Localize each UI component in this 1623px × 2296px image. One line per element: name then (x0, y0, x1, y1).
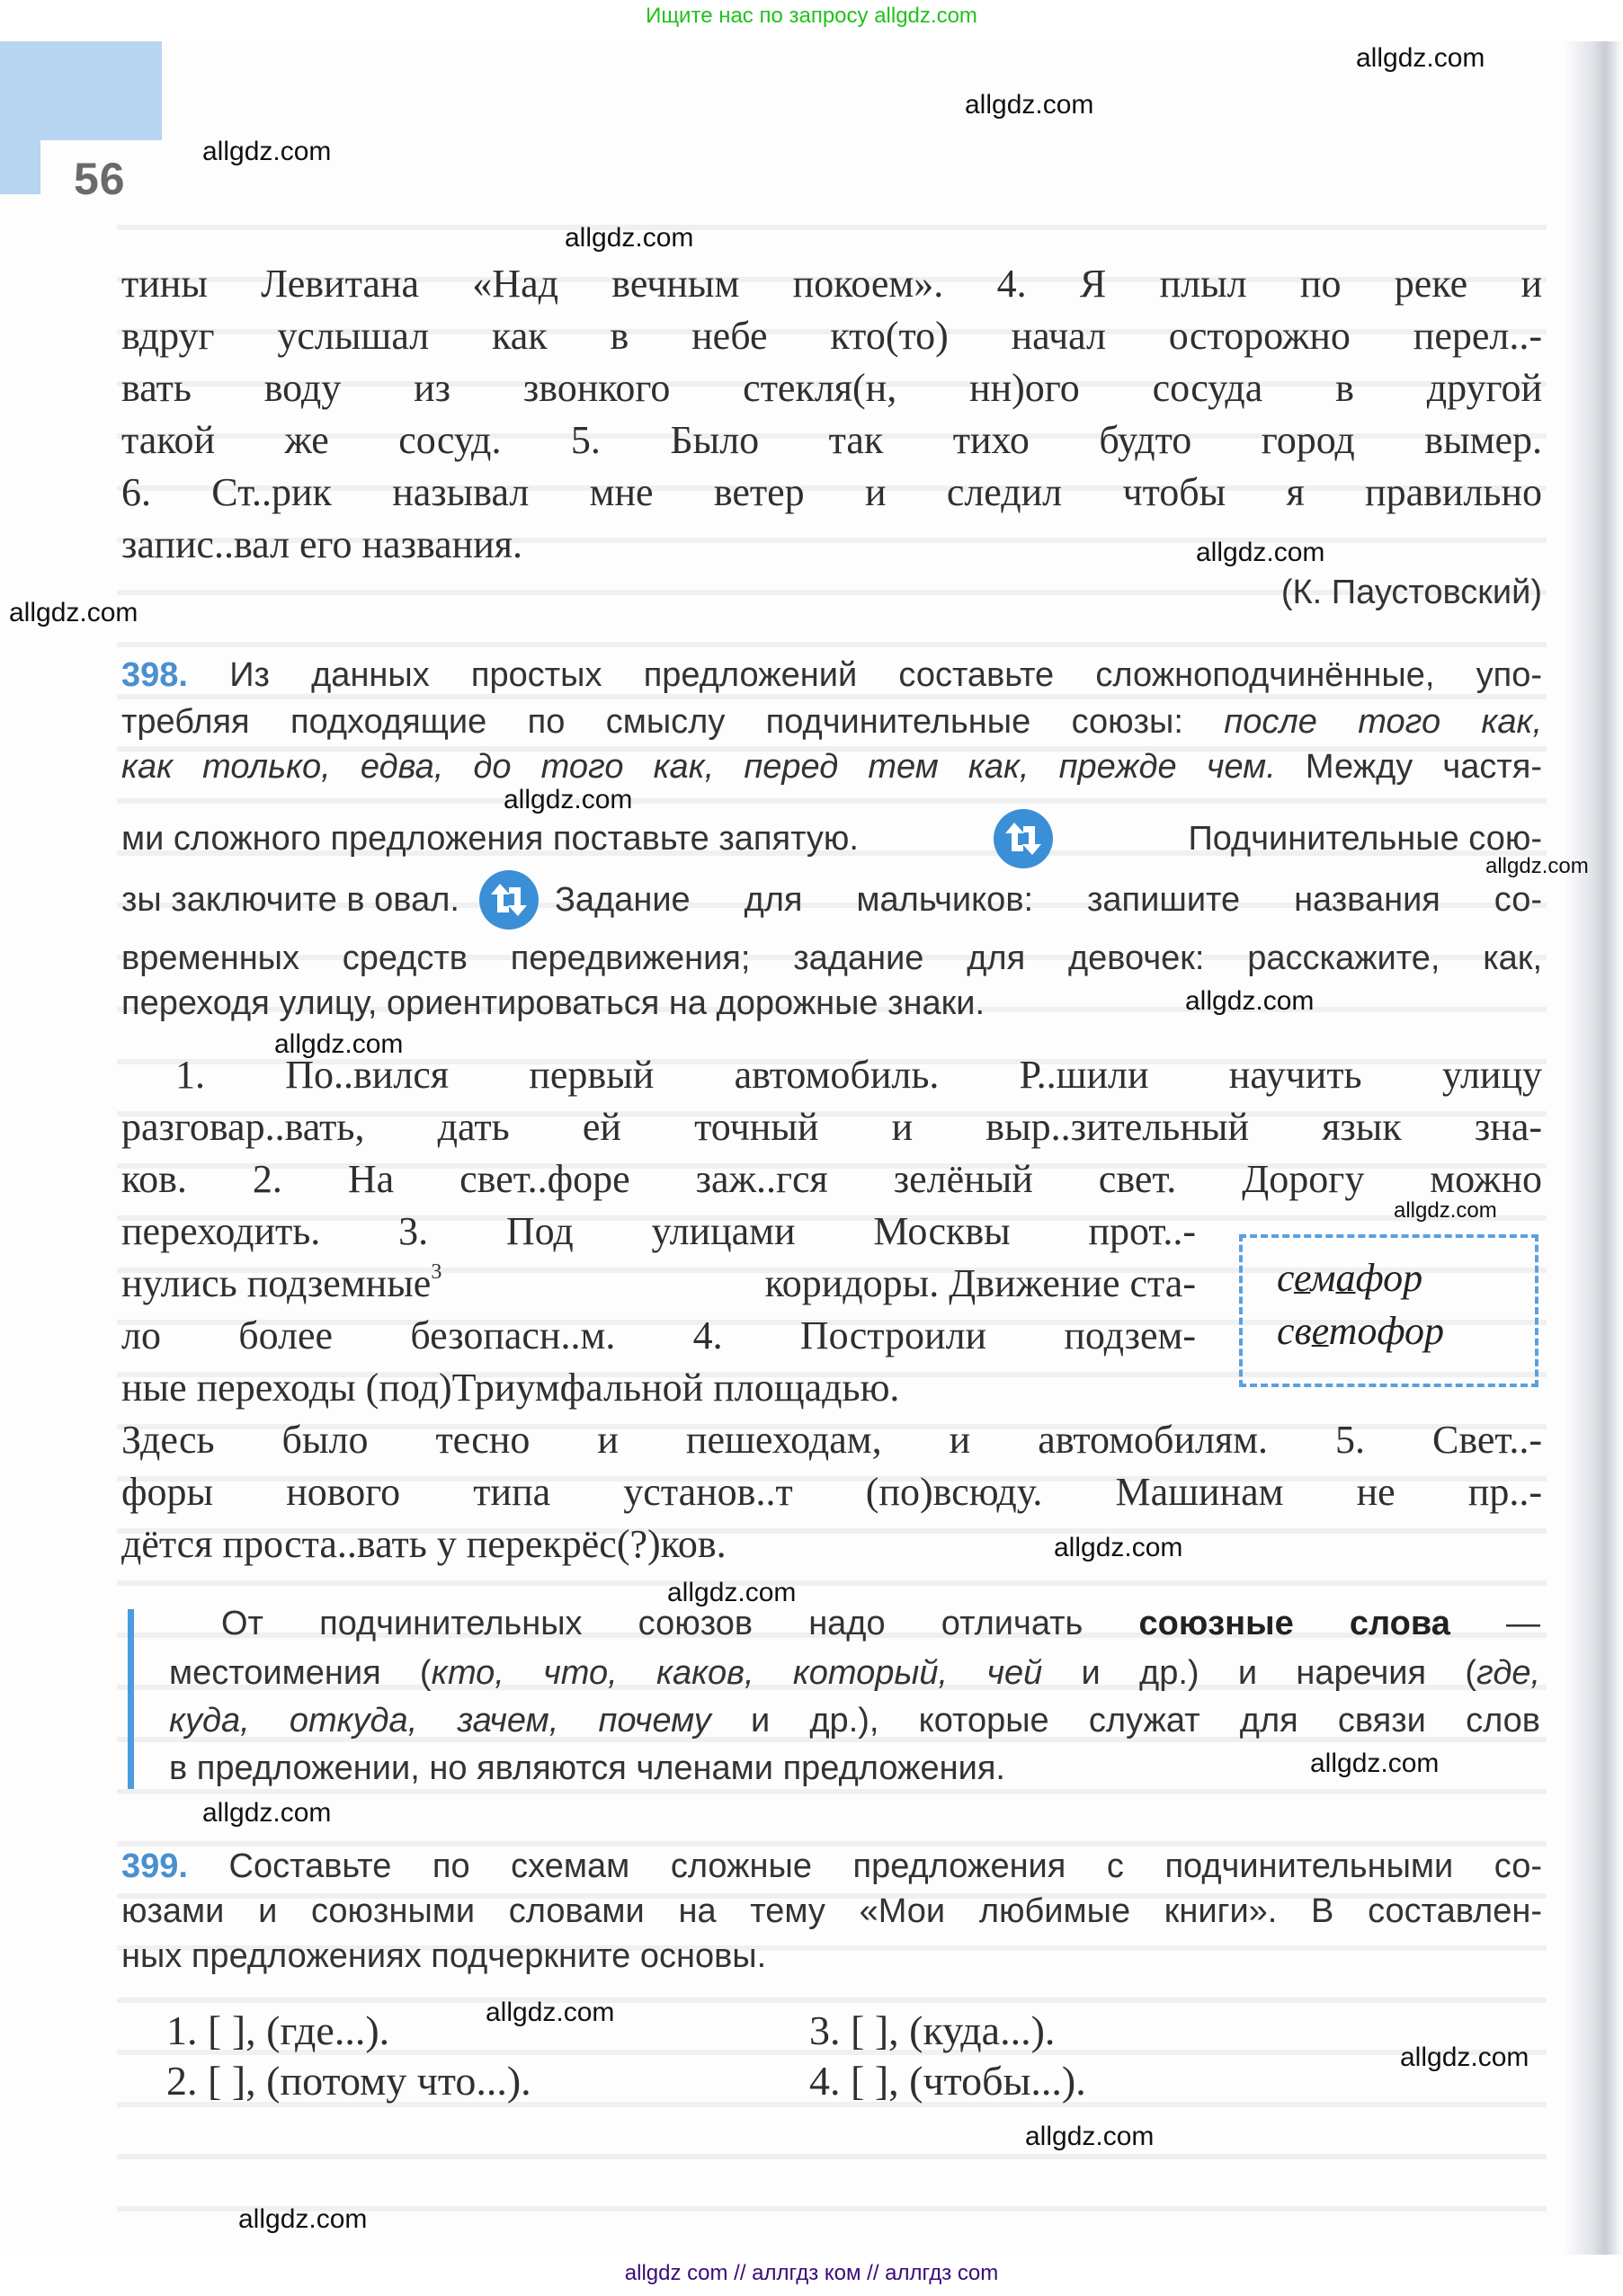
top-banner: Ищите нас по запросу allgdz.com (646, 4, 977, 28)
scheme-2: 2. [ ], (потому что...). (166, 2058, 531, 2104)
page-edge-shadow (1565, 41, 1623, 2255)
sentence-line: переходить. 3. Под улицами Москвы прот..- (121, 1209, 1196, 1253)
rule-text: От подчинительных союзов надо отличать (221, 1605, 1139, 1642)
exercise-398-line-5 (121, 870, 1542, 930)
watermark: allgdz.com (1185, 986, 1315, 1016)
example-words: кто, что, каков, который, чей (431, 1654, 1043, 1692)
exercise-399-line-2: юзами и союзными словами на тему «Мои любимые книги». В составлен- (121, 1892, 1542, 1930)
watermark: allgdz.com (274, 1029, 404, 1059)
rule-line-3 (169, 1702, 1540, 1740)
rule-line-2 (169, 1654, 1540, 1693)
rule-line-4: в предложении, но являются членами предложения. (169, 1749, 1005, 1787)
excerpt-line: 6. Ст..рик называл мне ветер и следил чтобы я правильно (121, 470, 1542, 514)
underlined-vowel: а (1335, 1256, 1356, 1300)
vocab-word-semafor: семафор (1277, 1256, 1423, 1300)
exercise-399-line-3: ных предложениях подчеркните основы. (121, 1937, 767, 1975)
exercise-number: 398. (121, 656, 188, 694)
watermark: allgdz.com (202, 137, 332, 166)
scheme-4: 4. [ ], (чтобы...). (809, 2058, 1086, 2104)
exercise-text: зы заключите в овал. (121, 880, 459, 919)
rule-text: местоимения ( (169, 1654, 432, 1692)
watermark: allgdz.com (1054, 1533, 1183, 1562)
watermark: allgdz.com (965, 90, 1094, 120)
sentence-line: ков. 2. На свет..форе заж..гся зелёный свет. Дорогу можно (121, 1157, 1542, 1201)
swap-arrows-icon (994, 809, 1053, 868)
underlined-vowel: е (1311, 1309, 1329, 1353)
sentence-line: ло более безопасн..м. 4. Построили подзем- (121, 1313, 1196, 1357)
sentence-line: ные переходы (под)Триумфальной площадью. (121, 1366, 900, 1410)
page-corner-block (0, 41, 162, 140)
exercise-number: 399. (121, 1847, 188, 1885)
exercise-398-line-4 (121, 809, 1542, 868)
scheme-3: 3. [ ], (куда...). (809, 2007, 1056, 2053)
watermark: allgdz.com (202, 1798, 332, 1828)
watermark: allgdz.com (486, 1998, 615, 2027)
watermark: allgdz.com (1196, 538, 1325, 567)
excerpt-author: (К. Паустовский) (1280, 574, 1542, 611)
rule-accent-bar (128, 1609, 134, 1789)
exercise-text: Задание для мальчиков: запишите названия со- (554, 880, 1542, 919)
sentence-text: нулись подземные (121, 1261, 432, 1305)
page-number: 56 (74, 154, 126, 204)
exercise-398-line-2 (121, 703, 1542, 742)
sentence-line (121, 1260, 1196, 1306)
rule-line-1 (169, 1605, 1540, 1643)
rule-text: и др.) и наречия ( (1042, 1654, 1476, 1692)
excerpt-line: такой же сосуд. 5. Было так тихо будто город вымер. (121, 418, 1542, 462)
sentence-line: разговар..вать, дать ей точный и выр..зительный язык зна- (121, 1105, 1542, 1149)
excerpt-line: вать воду из звонкого стекля(н, нн)ого сосуда в другой (121, 366, 1542, 410)
rule-text: и др.), которые служат для связи слов (710, 1702, 1540, 1740)
sentence-line: дётся проста..вать у перекрёс(?)ков. (121, 1522, 727, 1566)
term-bold: союзные слова (1138, 1605, 1450, 1642)
watermark: allgdz.com (1485, 854, 1589, 878)
conjunction-list: как только, едва, до того как, перед тем как, прежде чем. (121, 748, 1276, 786)
conjunction-list: после того как, (1224, 703, 1543, 741)
exercise-398-line-6: временных средств передвижения; задание для девочек: расскажите, как, (121, 939, 1542, 977)
watermark: allgdz.com (667, 1578, 797, 1607)
sentence-text: коридоры. Движение ста- (764, 1261, 1196, 1305)
exercise-399-line-1 (121, 1847, 1542, 1886)
example-words: где, (1476, 1654, 1541, 1692)
sentence-line: Здесь было тесно и пешеходам, и автомобилям. 5. Свет..- (121, 1418, 1542, 1462)
excerpt-line: вдруг услышал как в небе кто(то) начал осторожно перел..- (121, 314, 1542, 358)
exercise-text: требляя подходящие по смыслу подчинительные союзы: (121, 703, 1225, 741)
watermark: allgdz.com (1394, 1198, 1497, 1223)
vocab-word-svetofor: светофор (1277, 1309, 1445, 1353)
exercise-398-line-1 (121, 656, 1542, 695)
exercise-text: Из данных простых предложений составьте сложноподчинённые, упо- (229, 656, 1542, 694)
footnote-marker: 3 (431, 1260, 442, 1284)
watermark: allgdz.com (565, 223, 694, 253)
excerpt-line: запис..вал его названия. (121, 522, 523, 566)
underlined-vowel: е (1293, 1256, 1311, 1300)
sentence-line: 1. По..вился первый автомобиль. Р..шили научить улицу (175, 1053, 1542, 1097)
watermark: allgdz.com (1310, 1749, 1440, 1778)
exercise-text: Подчинительные сою- (1188, 819, 1542, 858)
page-corner-block-side (0, 140, 40, 194)
exercise-text: Между частя- (1275, 748, 1542, 786)
exercise-398-line-3 (121, 748, 1542, 787)
watermark: allgdz.com (9, 598, 138, 627)
example-words: куда, откуда, зачем, почему (169, 1702, 711, 1740)
rule-text: — (1449, 1605, 1540, 1642)
exercise-text: ми сложного предложения поставьте запятую. (121, 819, 859, 858)
sentence-line: форы нового типа установ..т (по)всюду. Машинам не пр..- (121, 1470, 1542, 1514)
watermark: allgdz.com (504, 785, 633, 814)
excerpt-line: тины Левитана «Над вечным покоем». 4. Я плыл по реке и (121, 262, 1542, 306)
footer-watermark: allgdz com // аллгдз ком // аллгдз com (624, 2261, 999, 2285)
watermark: allgdz.com (1025, 2122, 1155, 2151)
watermark: allgdz.com (1400, 2042, 1529, 2072)
watermark: allgdz.com (238, 2204, 368, 2234)
swap-arrows-icon (479, 870, 539, 930)
exercise-text: Составьте по схемам сложные предложения с подчинительными со- (228, 1847, 1542, 1885)
watermark: allgdz.com (1356, 43, 1485, 73)
scheme-1: 1. [ ], (где...). (166, 2007, 390, 2053)
exercise-398-line-7: переходя улицу, ориентироваться на дорожные знаки. (121, 984, 985, 1022)
